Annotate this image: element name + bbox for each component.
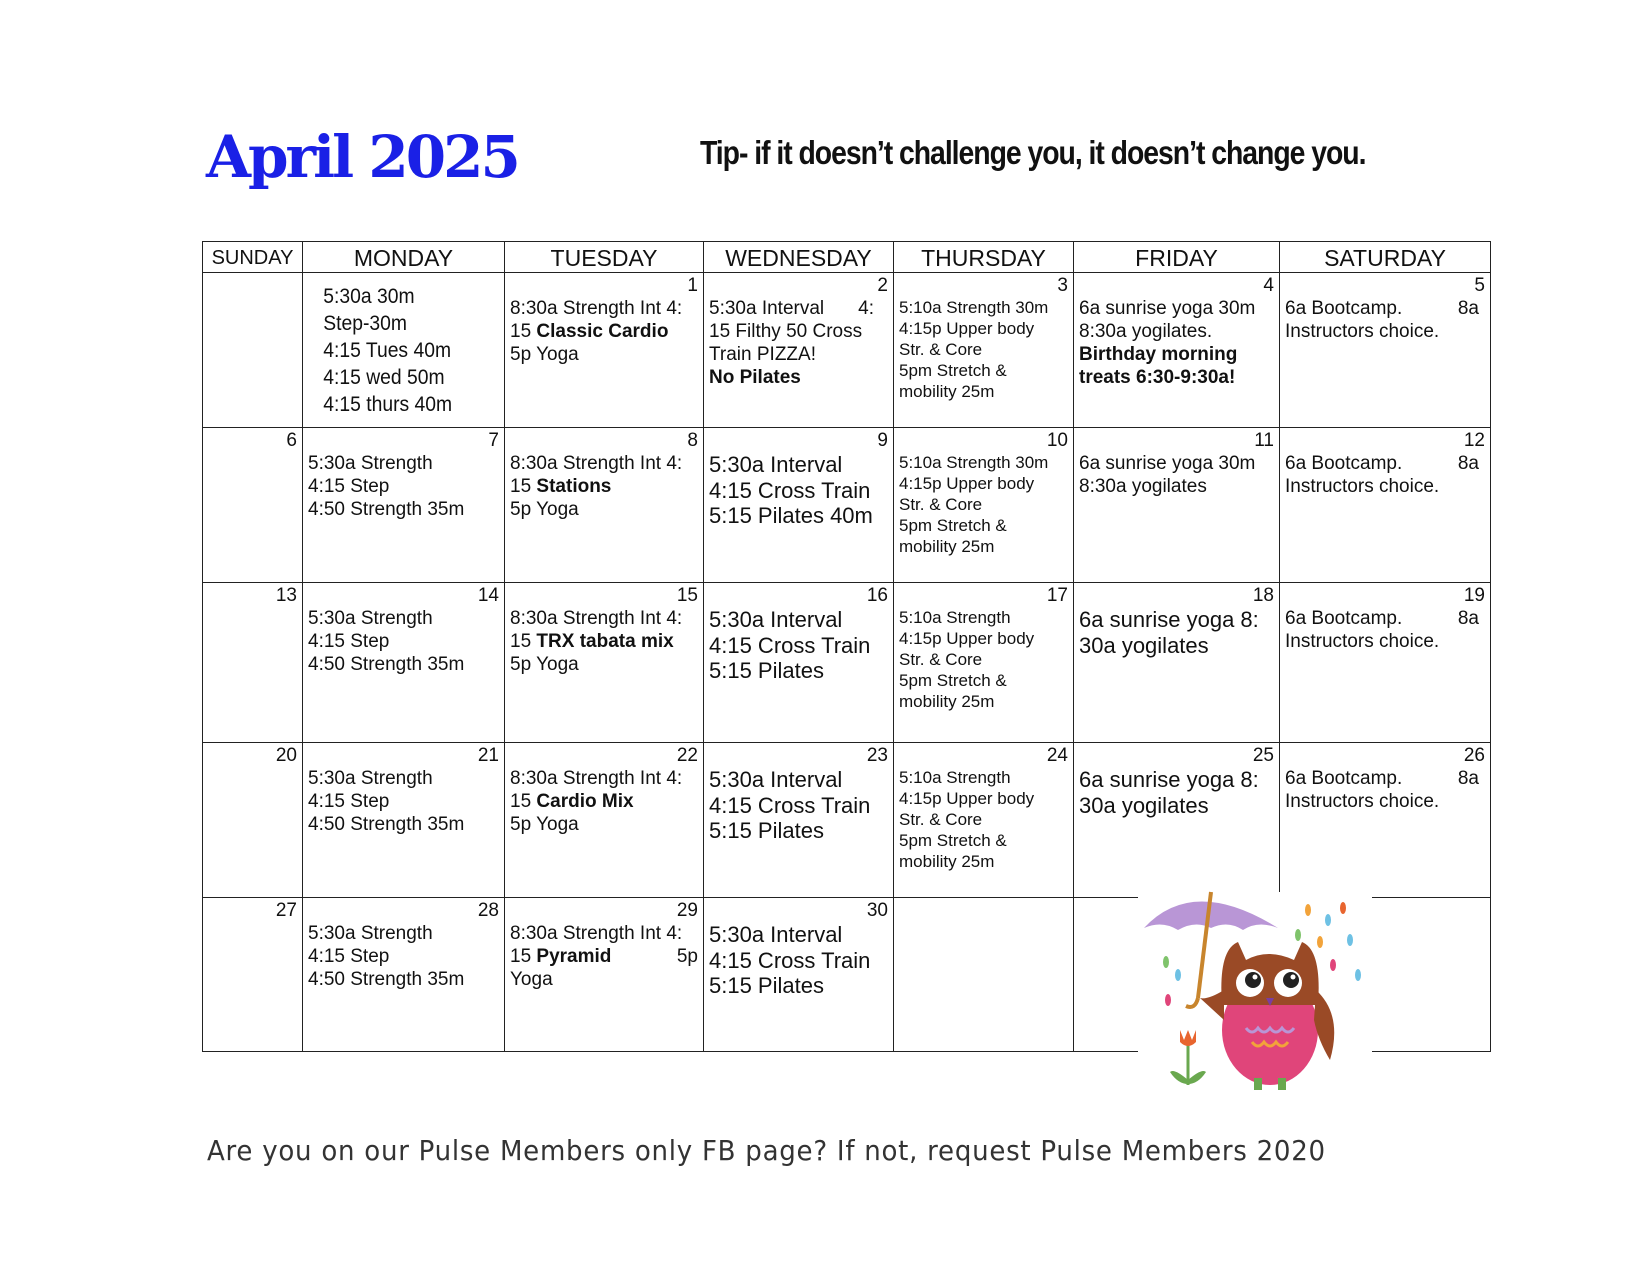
class-entry: [510, 790, 698, 813]
day-cell-13: [203, 583, 303, 743]
day-cell-14: [303, 583, 505, 743]
class-entry: [510, 945, 698, 968]
day-cell-18: [1074, 583, 1280, 743]
class-entry-bold: Pyramid: [536, 946, 612, 967]
day-cell-21: [303, 743, 505, 898]
class-entry: 5:15 Pilates: [709, 658, 824, 683]
day-number: 23: [866, 745, 888, 766]
class-entry: 6a sunrise yoga 30m: [1079, 298, 1256, 319]
day-number: 26: [1463, 745, 1485, 766]
class-entry: 4:15 Step: [308, 476, 390, 497]
day-cell-12: [1280, 428, 1491, 583]
class-entry: 5pm Stretch &: [899, 831, 1007, 850]
class-entry-bold: TRX tabata mix: [536, 631, 674, 652]
class-entry-left: 6a Bootcamp.: [1285, 608, 1403, 629]
class-entry: 4:50 Strength 35m: [308, 499, 465, 520]
class-entry-right: 8a: [1457, 298, 1479, 319]
class-entry: Instructors choice.: [1285, 791, 1440, 812]
day-number: 27: [275, 900, 297, 921]
day-cell-empty: [894, 898, 1074, 1052]
class-entry: Str. & Core: [899, 650, 983, 669]
class-entry-prefix: 15: [510, 321, 537, 342]
day-cell-7: [303, 428, 505, 583]
day-number: 5: [1474, 275, 1485, 296]
day-cell-24: [894, 743, 1074, 898]
day-number: 19: [1463, 585, 1485, 606]
class-entry: [510, 630, 698, 653]
class-entry: mobility 25m: [899, 382, 995, 401]
class-entry: [709, 297, 888, 320]
class-entry-right: 8a: [1457, 768, 1479, 789]
class-entry: [1285, 452, 1485, 475]
class-entry: [1285, 297, 1485, 320]
class-entry: Yoga: [510, 969, 553, 990]
class-entry: 4:15 Cross Train: [709, 792, 871, 818]
class-entry: 4:50 Strength 35m: [308, 969, 465, 990]
class-entry: 5:10a Strength 30m: [899, 453, 1049, 472]
day-number: 29: [676, 900, 698, 921]
class-entry: 8:30a Strength Int 4:: [510, 608, 683, 629]
class-entry: Instructors choice.: [1285, 321, 1440, 342]
class-entry: Str. & Core: [899, 495, 983, 514]
class-entry: 5:30a Strength: [308, 768, 433, 789]
day-number: 6: [286, 430, 297, 451]
class-entry: 8:30a Strength Int 4:: [510, 768, 683, 789]
class-entry: 5:15 Pilates: [709, 973, 824, 998]
day-cell-11: [1074, 428, 1280, 583]
day-number: 20: [275, 745, 297, 766]
day-cell-3: [894, 273, 1074, 428]
week-row-3: [203, 583, 1491, 743]
class-entry: [1285, 607, 1485, 630]
class-entry: [1285, 767, 1485, 790]
weekday-thursday: THURSDAY: [894, 242, 1074, 273]
day-cell-22: [505, 743, 704, 898]
class-entry: 6a sunrise yoga 30m: [1079, 453, 1256, 474]
weekday-wednesday: WEDNESDAY: [704, 242, 894, 273]
class-entry: 4:50 Strength 35m: [308, 814, 465, 835]
class-entry: 5pm Stretch &: [899, 361, 1007, 380]
class-entry: 30a yogilates: [1079, 792, 1209, 818]
day-number: 11: [1254, 430, 1274, 451]
class-entry: 5:10a Strength 30m: [899, 298, 1049, 317]
day-number: 2: [877, 275, 888, 296]
class-entry-bold: Cardio Mix: [536, 791, 634, 812]
class-entry: 8:30a yogilates.: [1079, 321, 1213, 342]
schedule-note-line: Step-30m: [323, 312, 408, 335]
week-row-4: [203, 743, 1491, 898]
day-number: 18: [1252, 585, 1274, 606]
class-entry: 6a sunrise yoga 8:: [1079, 767, 1259, 792]
schedule-note-cell: [303, 273, 505, 428]
class-entry: 4:15 Step: [308, 631, 390, 652]
day-number: 16: [866, 585, 888, 606]
class-entry-left: 6a Bootcamp.: [1285, 453, 1403, 474]
day-number: 4: [1263, 275, 1274, 296]
class-entry-prefix: 15: [510, 946, 537, 967]
class-entry: mobility 25m: [899, 537, 995, 556]
day-cell-28: [303, 898, 505, 1052]
day-cell-5: [1280, 273, 1491, 428]
day-number: 9: [877, 430, 888, 451]
class-entry-bold: Birthday morning: [1079, 344, 1238, 365]
day-cell-26: [1280, 743, 1491, 898]
day-cell-20: [203, 743, 303, 898]
day-number: 24: [1046, 745, 1068, 766]
class-entry-prefix: 15: [510, 476, 537, 497]
class-entry: 8:30a Strength Int 4:: [510, 298, 683, 319]
weekday-saturday: SATURDAY: [1280, 242, 1491, 273]
class-entry: 4:15 Cross Train: [709, 632, 871, 658]
class-entry: Instructors choice.: [1285, 476, 1440, 497]
day-cell-23: [704, 743, 894, 898]
day-cell-2: [704, 273, 894, 428]
day-number: 8: [687, 430, 698, 451]
day-cell-30: [704, 898, 894, 1052]
class-entry: Str. & Core: [899, 810, 983, 829]
class-entry: 4:15 Step: [308, 791, 390, 812]
day-number: 30: [866, 900, 888, 921]
day-number: 28: [477, 900, 499, 921]
class-entry: 5:30a Interval: [709, 767, 843, 792]
class-entry: 5:30a Interval: [709, 452, 843, 477]
footer-note: Are you on our Pulse Members only FB page? If not, request Pulse Members 2020: [207, 1134, 1326, 1167]
class-entry: 4:15p Upper body: [899, 629, 1035, 648]
day-cell-17: [894, 583, 1074, 743]
class-entry: 5:15 Pilates 40m: [709, 503, 873, 528]
class-entry: Train PIZZA!: [709, 344, 816, 365]
class-entry: 8:30a Strength Int 4:: [510, 923, 683, 944]
weekday-sunday: SUNDAY: [203, 242, 303, 273]
day-number: 1: [687, 275, 698, 296]
class-entry-bold: Classic Cardio: [536, 321, 669, 342]
class-entry: 5p Yoga: [510, 654, 579, 675]
day-cell-1: [505, 273, 704, 428]
class-entry: 4:15 Step: [308, 946, 390, 967]
class-entry-right: 5p: [676, 946, 698, 967]
class-entry-left: 6a Bootcamp.: [1285, 768, 1403, 789]
day-number: 25: [1252, 745, 1274, 766]
tip-text: Tip- if it doesn’t challenge you, it doesn’t change you.: [700, 134, 1366, 171]
day-number: 21: [477, 745, 499, 766]
class-entry: 5p Yoga: [510, 344, 579, 365]
page-title: April 2025: [206, 123, 518, 191]
class-entry-right: 8a: [1457, 608, 1479, 629]
class-entry-right: 4:: [858, 298, 874, 319]
class-entry-prefix: 15: [510, 631, 537, 652]
class-entry: 5:30a Strength: [308, 608, 433, 629]
day-number: 13: [275, 585, 297, 606]
class-entry: 5p Yoga: [510, 814, 579, 835]
day-cell-8: [505, 428, 704, 583]
class-entry: 8:30a yogilates: [1079, 476, 1207, 497]
day-cell-9: [704, 428, 894, 583]
day-cell-25: [1074, 743, 1280, 898]
class-entry: 5pm Stretch &: [899, 671, 1007, 690]
class-entry: 15 Filthy 50 Cross: [709, 321, 863, 342]
class-entry-right: 8a: [1457, 453, 1479, 474]
weekday-tuesday: TUESDAY: [505, 242, 704, 273]
weekday-monday: MONDAY: [303, 242, 505, 273]
owl-with-umbrella-icon: [1138, 880, 1372, 1095]
class-entry: 4:50 Strength 35m: [308, 654, 465, 675]
class-entry: 5:10a Strength: [899, 768, 1011, 787]
class-entry-prefix: 15: [510, 791, 537, 812]
day-number: 10: [1046, 430, 1068, 451]
day-cell-19: [1280, 583, 1491, 743]
schedule-note-line: 4:15 thurs 40m: [323, 393, 453, 416]
day-number: 7: [488, 430, 499, 451]
class-entry: [510, 475, 698, 498]
day-cell-4: [1074, 273, 1280, 428]
class-entry-left: 5:30a Interval: [709, 298, 825, 319]
day-cell-15: [505, 583, 704, 743]
class-entry: 6a sunrise yoga 8:: [1079, 607, 1259, 632]
class-entry: 5:30a Interval: [709, 607, 843, 632]
class-entry: 4:15 Cross Train: [709, 477, 871, 503]
day-number: 15: [676, 585, 698, 606]
class-entry-left: 6a Bootcamp.: [1285, 298, 1403, 319]
class-entry: 5:30a Strength: [308, 453, 433, 474]
day-number: 17: [1046, 585, 1068, 606]
class-entry-bold: treats 6:30-9:30a!: [1079, 367, 1236, 388]
class-entry: Str. & Core: [899, 340, 983, 359]
day-cell-29: [505, 898, 704, 1052]
class-entry: 4:15p Upper body: [899, 789, 1035, 808]
class-entry: 5:10a Strength: [899, 608, 1011, 627]
day-cell-10: [894, 428, 1074, 583]
class-entry: Instructors choice.: [1285, 631, 1440, 652]
weekday-header-row: [203, 242, 1491, 273]
class-entry: [510, 320, 698, 343]
day-number: 12: [1463, 430, 1485, 451]
class-entry: 4:15 Cross Train: [709, 947, 871, 973]
week-row-2: [203, 428, 1491, 583]
class-entry-bold: Stations: [536, 476, 612, 497]
class-entry: 5:30a Strength: [308, 923, 433, 944]
schedule-note-line: 5:30a 30m: [323, 285, 415, 308]
weekday-friday: FRIDAY: [1074, 242, 1280, 273]
day-number: 3: [1057, 275, 1068, 296]
class-entry: mobility 25m: [899, 692, 995, 711]
week-row-1: [203, 273, 1491, 428]
class-entry: 5p Yoga: [510, 499, 579, 520]
day-cell-empty: [203, 273, 303, 428]
day-number: 22: [676, 745, 698, 766]
class-entry: 5:30a Interval: [709, 922, 843, 947]
class-entry: 5:15 Pilates: [709, 818, 824, 843]
day-number: 14: [477, 585, 499, 606]
class-entry-bold: No Pilates: [709, 367, 801, 388]
day-cell-6: [203, 428, 303, 583]
class-entry: mobility 25m: [899, 852, 995, 871]
class-entry: 4:15p Upper body: [899, 319, 1035, 338]
class-entry: 4:15p Upper body: [899, 474, 1035, 493]
day-cell-27: [203, 898, 303, 1052]
class-entry: 8:30a Strength Int 4:: [510, 453, 683, 474]
day-cell-16: [704, 583, 894, 743]
class-entry: 5pm Stretch &: [899, 516, 1007, 535]
class-entry: 30a yogilates: [1079, 632, 1209, 658]
schedule-note-line: 4:15 wed 50m: [323, 366, 445, 389]
schedule-note-line: 4:15 Tues 40m: [323, 339, 452, 362]
